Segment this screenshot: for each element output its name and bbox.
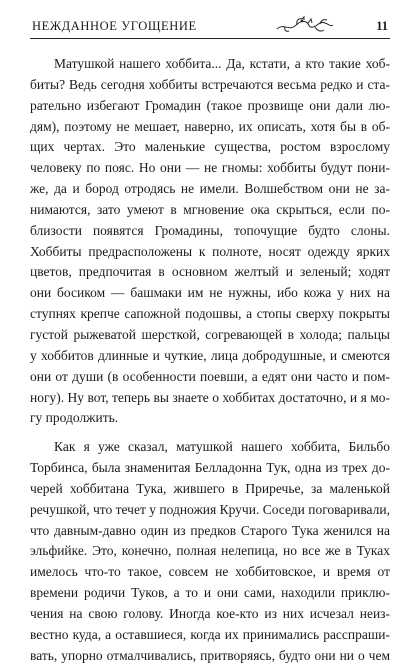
body-text bbox=[30, 54, 390, 666]
text-line: дям), поэтому не мешает, наверно, их описать, хотя бы в об- bbox=[30, 118, 390, 134]
text-line: биты? Ведь сегодня хоббиты встречаются весьма редко и ста- bbox=[30, 76, 390, 92]
text-line: Хоббиты предрасположены к полноте, носят одежду ярких bbox=[30, 243, 390, 259]
text-line: вать, упорно отмалчивались, притворяясь, будто они ни о чем bbox=[30, 647, 390, 663]
text-line: густой рыжеватой шерсткой, согревающей в холода; пальцы bbox=[30, 326, 390, 342]
text-line: щих чертах. Это маленькие существа, ростом взрослому bbox=[30, 139, 390, 155]
page-number: 11 bbox=[376, 19, 388, 33]
text-line: близости появятся Громадины, топочущие будто слоны. bbox=[30, 222, 390, 238]
dragon-ornament-icon bbox=[275, 15, 335, 35]
text-line: человеку по пояс. Но они — не гномы: хоббиты будут пони- bbox=[30, 160, 390, 176]
text-line: ступнях крепче сапожной подошвы, а стопы сверху покрыты bbox=[30, 306, 390, 322]
text-line: ногу). Ну вот, теперь вы знаете о хоббитах достаточно, и я мо- bbox=[30, 389, 390, 405]
text-line: речушкой, что течет у подножия Кручи. Соседи поговаривали, bbox=[30, 501, 390, 517]
text-line: рательно избегают Громадин (такое прозвище они дали лю- bbox=[30, 97, 390, 113]
text-line: вестно куда, а оставшиеся, когда их принимались расспраши- bbox=[30, 626, 390, 642]
chapter-title: НЕЖДАННОЕ УГОЩЕНИЕ bbox=[32, 19, 197, 33]
text-line: Матушкой нашего хоббита... Да, кстати, а кто такие хоб- bbox=[54, 56, 390, 71]
text-line: чения на свою голову. Иногда кое-кто из них исчезал неиз- bbox=[30, 605, 390, 621]
text-line: Торбинса, была знаменитая Белладонна Тук, одна из трех до- bbox=[30, 460, 390, 476]
paragraph bbox=[30, 437, 390, 666]
text-line: что давным-давно один из предков Старого Тука женился на bbox=[30, 522, 390, 538]
paragraph bbox=[30, 54, 390, 429]
paragraph-gap bbox=[30, 429, 390, 437]
text-line: у хоббитов длинные и чуткие, лица добродушные, и смеются bbox=[30, 347, 390, 363]
text-line: гу продолжить. bbox=[30, 410, 119, 426]
text-line: же, да и бород отродясь не имели. Волшебством они не за- bbox=[30, 181, 390, 197]
text-line: они босиком — башмаки им не нужны, ибо кожа у них на bbox=[30, 285, 390, 301]
text-line: они от души (в особенности поевши, а едят они часто и пом- bbox=[30, 368, 390, 384]
text-line: нимаются, зато умеют в мгновение ока скрыться, если по- bbox=[30, 201, 390, 217]
text-line: эльфийке. Это, конечно, полная нелепица, но все же в Туках bbox=[30, 543, 390, 559]
text-line: цветов, предпочитая в основном желтый и зеленый; ходят bbox=[30, 264, 390, 280]
text-line: черей хоббитана Тука, жившего в Приречье, за маленькой bbox=[30, 480, 390, 496]
running-header bbox=[30, 14, 390, 40]
text-line: времени родичи Туков, а то и они сами, находили приклю- bbox=[30, 585, 390, 601]
text-line: имелось что-то такое, совсем не хоббитовское, и время от bbox=[30, 564, 390, 580]
text-line: Как я уже сказал, матушкой нашего хоббита, Бильбо bbox=[54, 439, 390, 455]
header-rule bbox=[30, 38, 390, 39]
